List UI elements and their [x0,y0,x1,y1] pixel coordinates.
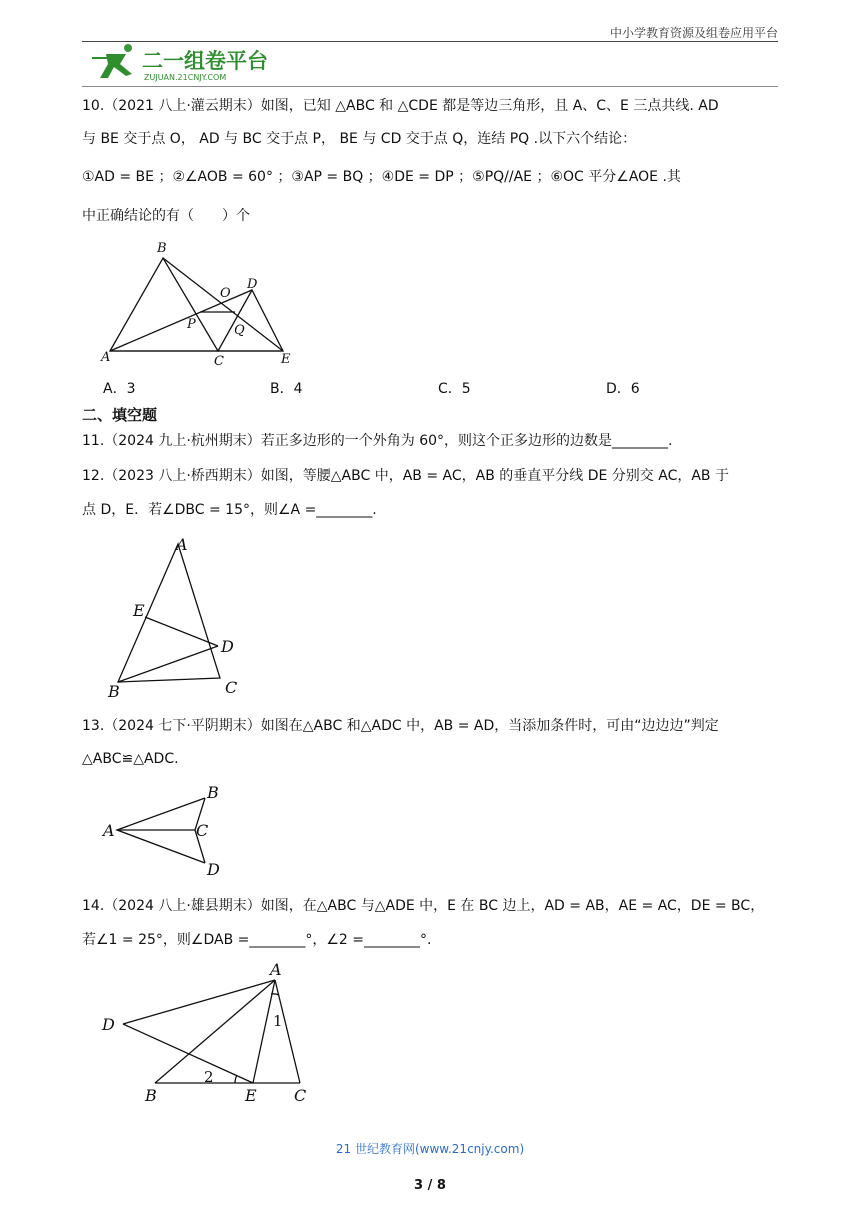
page-number: 3 / 8 [414,1178,446,1193]
q10-line1: 10.（2021 八上·灌云期末）如图，已知 △ABC 和 △CDE 都是等边三角形，且 A、C、E 三点共线. AD [82,98,719,114]
runner-icon [92,44,132,78]
q13-figure [100,780,230,880]
q13-line2: △ABC≌△ADC. [82,751,179,767]
logo-title: 二一组卷平台 [142,49,268,73]
segment-bd [118,646,218,682]
q11-text: 11.（2024 九上·杭州期末）若正多边形的一个外角为 60°，则这个正多边形的边数是________. [82,433,673,449]
label-p: P [187,317,196,332]
q10-line4: 中正确结论的有（ ）个 [82,208,250,224]
q10-line3: ①AD = BE ；②∠AOB = 60° ；③AP = BQ ；④DE = DP ；⑤PQ//AE ；⑥OC 平分∠AOE .其 [82,169,681,185]
segment-ed [145,617,218,646]
label-b: B [207,783,219,802]
label-q: Q [234,323,245,338]
segment-ab [155,980,275,1083]
label-a: A [270,960,282,979]
platform-name: 中小学教育资源及组卷应用平台 [609,26,778,40]
q14-figure [95,958,325,1108]
segment-de [123,1024,253,1083]
label-b: B [157,241,167,256]
label-c: C [294,1086,307,1105]
footer-site-link[interactable]: 21 世纪教育网(www.21cnjy.com) [335,1142,525,1156]
q12-figure [100,532,250,702]
label-e: E [245,1086,257,1105]
label-d: D [102,1015,115,1034]
q10-option-a: A．3 [103,381,136,397]
section-heading: 二、填空题 [82,406,158,424]
label-b: B [108,682,120,701]
triangle-abc [110,258,218,351]
label-a: A [176,535,188,554]
label-angle-1: 1 [273,1012,283,1030]
label-c: C [225,678,238,697]
label-d: D [221,637,234,656]
label-o: O [220,286,231,301]
label-c: C [214,354,224,368]
q10-line2: 与 BE 交于点 O， AD 与 BC 交于点 P， BE 与 CD 交于点 Q，连结 PQ .以下六个结论： [82,131,637,147]
q14-line2: 若∠1 = 25°，则∠DAB =________°，∠2 =________°. [82,932,432,948]
q12-line1: 12.（2023 八上·桥西期末）如图，等腰△ABC 中，AB = AC，AB 的垂直平分线 DE 分别交 AC，AB 于 [82,468,729,484]
segment-da [123,980,275,1024]
q12-line2: 点 D，E．若∠DBC = 15°，则∠A =________. [82,502,377,518]
header-divider-bottom [82,86,778,87]
label-d: D [247,277,258,292]
label-a: A [101,350,111,365]
q14-line1: 14.（2024 八上·雄县期末）如图，在△ABC 与△ADE 中，E 在 BC 边上，AD = AB，AE = AC，DE = BC， [82,898,765,914]
logo-url: ZUJUAN.21CNJY.COM [144,73,227,82]
label-e: E [281,352,291,367]
q10-option-c: C．5 [438,381,471,397]
segment-be [163,258,283,351]
angle-2-arc [235,1075,237,1083]
q10-option-b: B．4 [270,381,303,397]
label-e: E [133,601,145,620]
label-angle-2: 2 [204,1068,214,1086]
label-c: C [196,821,209,840]
label-b: B [145,1086,157,1105]
site-logo [86,40,276,84]
label-d: D [207,860,220,879]
q13-line1: 13.（2024 七下·平阴期末）如图在△ABC 和△ADC 中，AB = AD，当添加条件时，可由“边边边”判定 [82,718,719,734]
segment-ad [110,290,252,351]
q10-option-d: D．6 [606,381,640,397]
label-a: A [103,821,115,840]
q10-figure [95,238,310,368]
